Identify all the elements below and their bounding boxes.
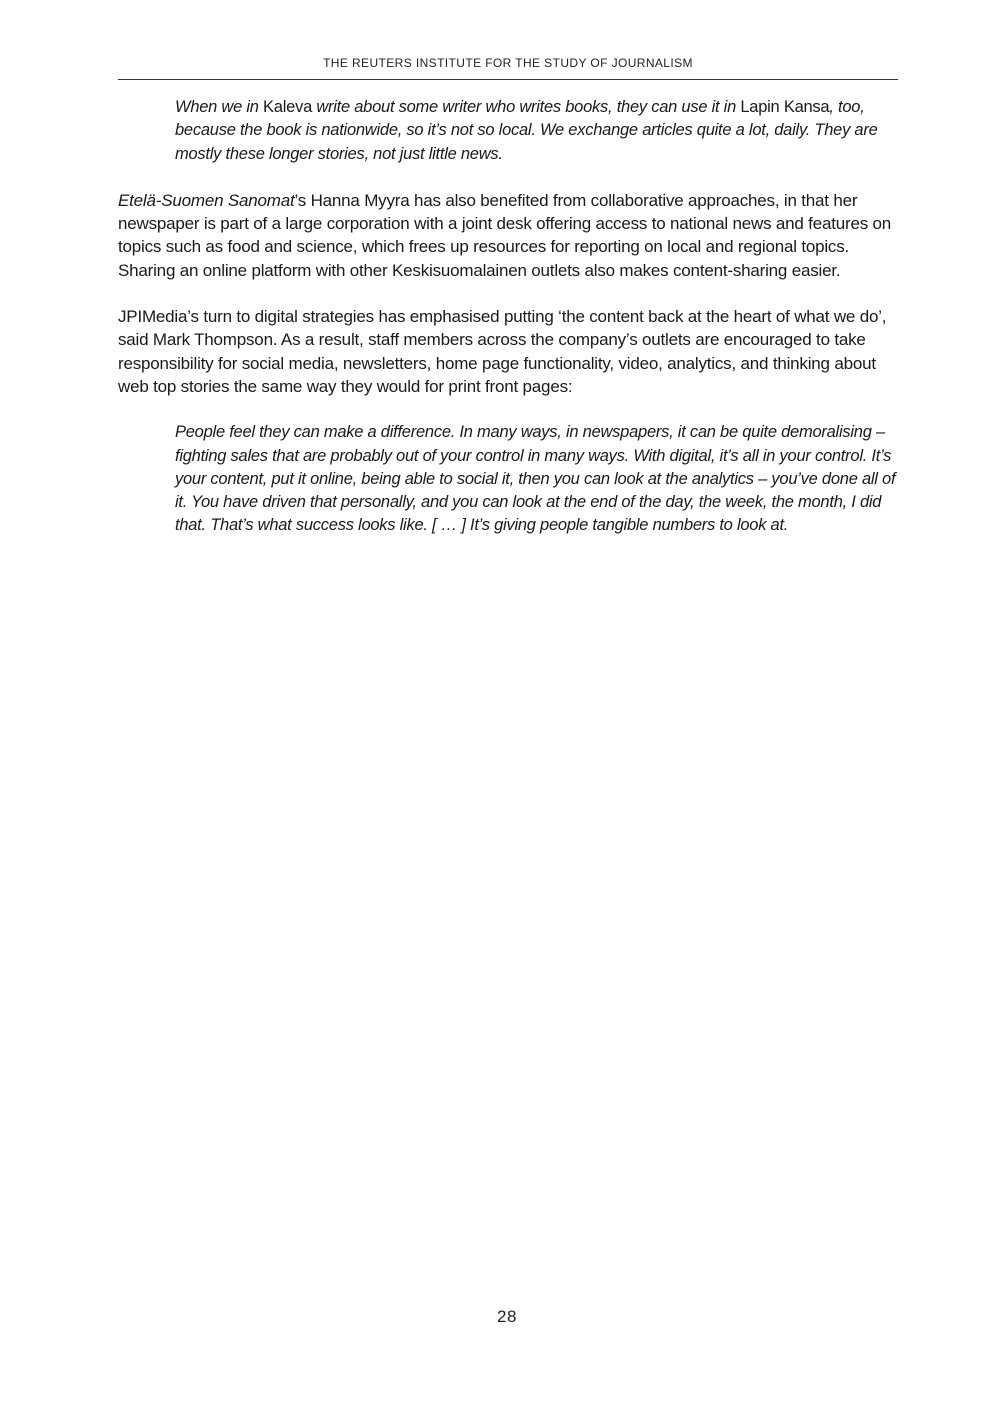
newspaper-name: Kaleva xyxy=(263,98,312,116)
running-header: THE REUTERS INSTITUTE FOR THE STUDY OF JOURNALISM xyxy=(323,56,693,70)
page-number: 28 xyxy=(497,1307,517,1326)
quote-text: , too, because the book is nationwide, so it’s not so local. We exchange articles quite a lot, daily. They are mostly these longer stories, not just little news. xyxy=(175,98,878,163)
block-quote-kaleva xyxy=(175,96,898,166)
newspaper-name: Lapin Kansa xyxy=(740,98,830,116)
header-divider xyxy=(118,79,898,80)
quote-text: write about some writer who writes books, they can use it in xyxy=(312,98,741,116)
quote-text: When we in xyxy=(175,98,264,116)
page-body xyxy=(118,96,898,561)
block-quote-thompson: People feel they can make a difference. In many ways, in newspapers, it can be quite demoralising – fighting sales that are probably out of your control in many ways. With digital, it’s all in your control. It’s your content, put it online, being able to social it, then you can look at the analytics – you’ve done all of it. You have driven that personally, and you can look at the end of the day, the week, the month, I did that. That’s what success looks like. [ … ] It’s giving people tangible numbers to look at. xyxy=(175,423,896,535)
paragraph-text: ’s Hanna Myyra has also benefited from collaborative approaches, in that her newspaper is part of a large corporation with a joint desk offering access to national news and features on topics such as food and science, which frees up resources for reporting on local and regional topics. Sharing an online platform with other Keskisuomalainen outlets also makes content-sharing easier. xyxy=(118,190,892,280)
body-paragraph-myyra xyxy=(118,189,898,282)
newspaper-name: Etelä-Suomen Sanomat xyxy=(118,190,295,210)
body-paragraph-jpimedia: JPIMedia’s turn to digital strategies has emphasised putting ‘the content back at the heart of what we do’, said Mark Thompson. As a result, staff members across the company’s outlets are encouraged to take responsibility for social media, newsletters, home page functionality, video, analytics, and thinking about web top stories the same way they would for print front pages: xyxy=(118,307,887,396)
